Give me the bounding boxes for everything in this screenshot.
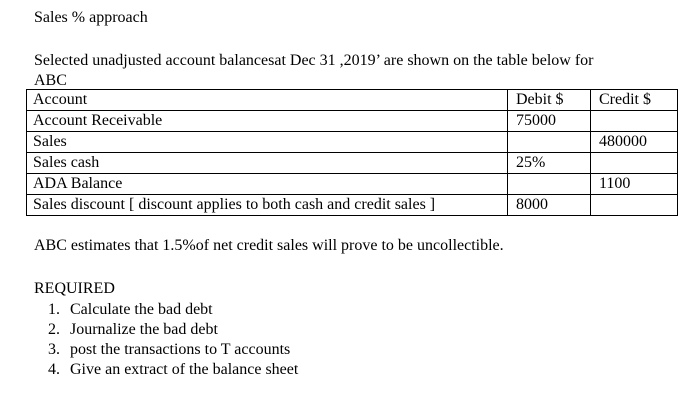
debit-cell: [508, 132, 591, 153]
list-item: [34, 320, 298, 340]
intro-text-line1: Selected unadjusted account balancesat Dec 31 ,2019’ are shown on the table below for: [34, 52, 594, 69]
table-row: [27, 195, 678, 216]
task-text: Calculate the bad debt: [70, 301, 213, 318]
intro-text-line2: ABC: [34, 72, 67, 89]
header-debit: Debit $: [508, 90, 591, 111]
task-number: 1.: [48, 301, 60, 318]
table-header-row: [27, 90, 678, 111]
debit-cell: 8000: [508, 195, 591, 216]
account-cell: Account Receivable: [27, 111, 508, 132]
required-task-list: [34, 300, 298, 380]
list-item: [34, 360, 298, 380]
header-credit: Credit $: [591, 90, 678, 111]
header-account: Account: [27, 90, 508, 111]
table-row: [27, 111, 678, 132]
required-heading: REQUIRED: [34, 280, 115, 297]
account-cell: ADA Balance: [27, 174, 508, 195]
page-title: Sales % approach: [34, 9, 148, 26]
credit-cell: [591, 153, 678, 174]
account-cell: Sales cash: [27, 153, 508, 174]
debit-cell: 25%: [508, 153, 591, 174]
task-number: 4.: [48, 361, 60, 378]
list-item: [34, 300, 298, 320]
credit-cell: 1100: [591, 174, 678, 195]
debit-cell: [508, 174, 591, 195]
account-balances-table: [26, 89, 678, 216]
credit-cell: [591, 195, 678, 216]
credit-cell: 480000: [591, 132, 678, 153]
task-text: Give an extract of the balance sheet: [70, 361, 299, 378]
table-row: [27, 174, 678, 195]
account-cell: Sales: [27, 132, 508, 153]
account-cell: Sales discount [ discount applies to both cash and credit sales ]: [27, 195, 508, 216]
table-row: [27, 132, 678, 153]
estimate-text: ABC estimates that 1.5%of net credit sales will prove to be uncollectible.: [34, 237, 504, 254]
table-row: [27, 153, 678, 174]
list-item: [34, 340, 298, 360]
credit-cell: [591, 111, 678, 132]
task-text: post the transactions to T accounts: [70, 341, 291, 358]
task-number: 3.: [48, 341, 60, 358]
debit-cell: 75000: [508, 111, 591, 132]
task-number: 2.: [48, 321, 60, 338]
task-text: Journalize the bad debt: [70, 321, 218, 338]
